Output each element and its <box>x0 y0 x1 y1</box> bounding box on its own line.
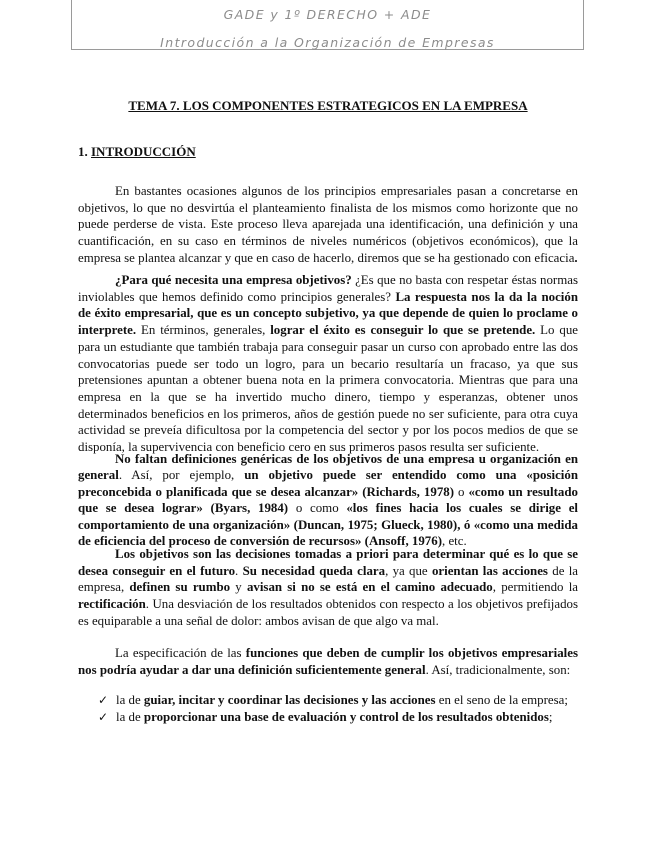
functions-list <box>98 692 578 725</box>
paragraph-text: , permitiendo la <box>492 580 579 595</box>
paragraph-bold: un objetivo puede ser entendido como una «posición preconcebida o planificada que se desea alcanzar» (Richards, 1978) <box>78 468 578 499</box>
paragraph-functions <box>78 645 578 678</box>
paragraph-text: . Una desviación de los resultados obtenidos con respecto a los objetivos prefijados es equiparable a una señal de dolor: ambos avisan de que algo va mal. <box>78 597 578 628</box>
paragraph-bold: funciones que deben de cumplir los objetivos empresariales nos podría ayudar a dar una definición suficientemente general <box>78 646 578 677</box>
checkmark-icon: ✓ <box>98 709 109 724</box>
paragraph-bold: «los fines hacia los cuales se dirige el comportamiento de una organización» (Duncan, 1975; Glueck, 1980), ó «como una medida de eficiencia del proceso de conversión de recursos» (Ansoff, 1976) <box>78 501 578 549</box>
section-heading <box>78 144 196 160</box>
paragraph-bold: lograr el éxito es conseguir lo que se pretende. <box>270 323 536 338</box>
paragraph-text: o <box>454 484 469 499</box>
paragraph-text: , ya que <box>385 563 432 578</box>
document-title: TEMA 7. LOS COMPONENTES ESTRATEGICOS EN LA EMPRESA <box>128 98 528 113</box>
paragraph-bold: «como un resultado que se desea lograr» (Byars, 1984) <box>78 484 578 516</box>
list-text: la de <box>116 693 144 707</box>
header-subject: Introducción a la Organización de Empresas <box>160 35 495 50</box>
paragraph-why-objectives <box>78 272 578 456</box>
paragraph-text: En términos, generales, <box>136 323 271 338</box>
list-text: la de <box>116 709 144 724</box>
paragraph-text: . Así, tradicionalmente, son: <box>425 662 571 677</box>
list-text: ; <box>548 709 553 724</box>
paragraph-objectives-decisions <box>78 546 578 630</box>
paragraph-text: , etc. <box>442 534 467 549</box>
paragraph-text: La especificación de las <box>115 646 246 660</box>
section-label: INTRODUCCIÓN <box>91 144 196 159</box>
checkmark-icon: ✓ <box>98 693 109 707</box>
paragraph-text: ¿Es que no basta con respetar éstas normas inviolables que hemos definido como principios generales? <box>78 273 578 304</box>
paragraph-bold: Su necesidad queda clara <box>242 563 386 578</box>
paragraph-bold: La respuesta nos la da la noción de éxito empresarial, que es un concepto subjetivo, ya que depende de quien lo proclame o interprete. <box>78 289 578 338</box>
list-item <box>98 709 578 726</box>
paragraph-bold: rectificación <box>78 597 146 612</box>
paragraph-intro <box>78 183 578 267</box>
paragraph-text: de la empresa, <box>78 563 579 595</box>
paragraph-bold: No faltan definiciones genéricas de los objetivos de una empresa u organización en general <box>78 452 578 483</box>
paragraph-bold: definen su rumbo <box>129 580 231 595</box>
paragraph-text: . Así, por ejemplo, <box>118 468 245 483</box>
paragraph-text: Lo que para un estudiante que también trabaja para conseguir pasar un curso con aprobado entre las dos convocatorias puede ser todo un logro, para un becario resultaría un fracaso, ya que sus pretensiones apuntan a obtener buena nota en la primera convocatoria. Mientras que para una empresa en la que se ha invertido mucho dinero, tiempo y esperanzas, obtener unos determinados beneficios en los primeros, años de gestión puede no ser suficiente, para otra cuya actividad se preveía dificultosa por la competencia del sector y por los pocos medios de que se disponía, la supervivencia con beneficio cero en sus primeros pasos resulta ser suficiente. <box>78 323 578 455</box>
paragraph-text: En bastantes ocasiones algunos de los principios empresariales pasan a concretarse en objetivos, lo que no desvirtúa el planteamiento finalista de los mismos como horizonte que no puede perderse de vista. Este proceso lleva aparejada una identificación, una definición y una cuantificación, en su caso en términos de niveles numéricos (objetivos económicos), que la empresa se plantea alcanzar y que en caso de hacerlo, diremos que se ha gestionado con eficacia <box>78 184 578 265</box>
header-course: GADE y 1º DERECHO + ADE <box>223 7 432 22</box>
paragraph-text: o como <box>288 501 347 516</box>
running-header <box>71 0 584 50</box>
paragraph-bold: ¿Para qué necesita una empresa objetivos? <box>115 273 352 287</box>
paragraph-definitions <box>78 451 578 549</box>
section-number: 1. <box>78 144 88 159</box>
paragraph-text: y <box>230 580 247 595</box>
list-text: en el seno de la empresa; <box>435 693 568 707</box>
list-item <box>98 692 578 709</box>
list-bold: proporcionar una base de evaluación y control de los resultados obtenidos <box>143 709 549 724</box>
paragraph-bold: avisan si no se está en el camino adecuado <box>246 580 493 595</box>
paragraph-text: . <box>574 250 578 265</box>
list-bold: guiar, incitar y coordinar las decisiones y las acciones <box>143 693 436 707</box>
paragraph-bold: Los objetivos son las decisiones tomadas a priori para determinar qué es lo que se desea conseguir en el futuro <box>78 547 578 578</box>
paragraph-text: . <box>235 563 243 578</box>
paragraph-bold: orientan las acciones <box>431 563 548 578</box>
